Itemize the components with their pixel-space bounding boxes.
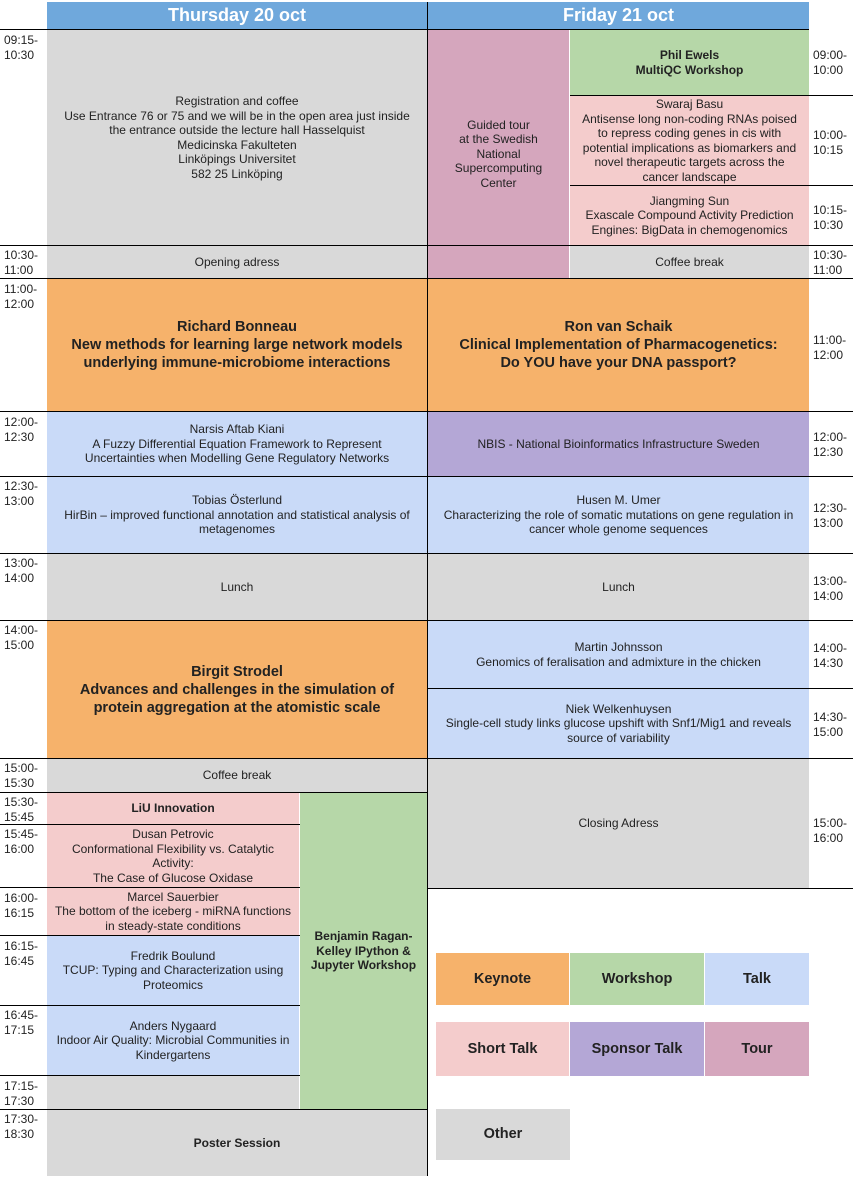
- talk-boulund: Fredrik Boulund TCUP: Typing and Characterization using Proteomics: [47, 936, 299, 1005]
- time-label: 10:30- 11:00: [813, 248, 848, 277]
- time-label: 13:00- 14:00: [813, 574, 848, 603]
- time-label: 16:45- 17:15: [4, 1008, 39, 1037]
- legend-talk: Talk: [705, 953, 809, 1005]
- thursday-header: Thursday 20 oct: [47, 2, 427, 29]
- time-label: 15:30- 15:45: [4, 795, 39, 824]
- short-talk-basu: Swaraj Basu Antisense long non-coding RNAs poised to repress coding genes in cis with potential implications as biomarkers and novel therapeutic targets across the cancer landscape: [570, 96, 809, 185]
- time-label: 12:00- 12:30: [4, 415, 39, 444]
- time-label: 14:00- 15:00: [4, 623, 39, 652]
- guided-tour: Guided tour at the Swedish National Supercomputing Center: [428, 30, 569, 278]
- short-talk-sun: Jiangming Sun Exascale Compound Activity Prediction Engines: BigData in chemogenomics: [570, 186, 809, 245]
- time-label: 11:00- 12:00: [813, 333, 847, 362]
- workshop-jupyter: Benjamin Ragan- Kelley IPython & Jupyter Workshop: [300, 793, 427, 1109]
- time-label: 14:30- 15:00: [813, 710, 848, 739]
- legend-short-talk: Short Talk: [436, 1022, 569, 1076]
- short-talk-petrovic: Dusan Petrovic Conformational Flexibility vs. Catalytic Activity: The Case of Glucose Oxidase: [47, 825, 299, 887]
- talk-johnsson: Martin Johnsson Genomics of feralisation and admixture in the chicken: [428, 621, 809, 688]
- time-label: 10:15- 10:30: [813, 203, 848, 232]
- time-label: 12:30- 13:00: [813, 501, 848, 530]
- keynote-strodel: Birgit Strodel Advances and challenges in the simulation of protein aggregation at the atomistic scale: [47, 621, 427, 758]
- opening-cell: Opening adress: [47, 246, 427, 278]
- time-label: 14:00- 14:30: [813, 641, 848, 670]
- registration-cell: Registration and coffee Use Entrance 76 or 75 and we will be in the open area just inside the entrance outside the lecture hall Hasselquist Medicinska Fakulteten Linköpings Universitet 582 25 Linköping: [47, 30, 427, 245]
- time-label: 17:15- 17:30: [4, 1079, 39, 1108]
- time-label: 15:00- 16:00: [813, 816, 848, 845]
- keynote-bonneau: Richard Bonneau New methods for learning large network models underlying immune-microbiome interactions: [47, 279, 427, 411]
- time-label: 15:00- 15:30: [4, 761, 39, 790]
- time-label: 12:30- 13:00: [4, 479, 39, 508]
- time-label: 17:30- 18:30: [4, 1112, 39, 1141]
- lunch-friday: Lunch: [428, 554, 809, 620]
- time-label: 12:00- 12:30: [813, 430, 848, 459]
- legend-workshop: Workshop: [570, 953, 704, 1005]
- time-label: 15:45- 16:00: [4, 827, 39, 856]
- legend-tour: Tour: [705, 1022, 809, 1076]
- short-talk-sauerbier: Marcel Sauerbier The bottom of the iceberg - miRNA functions in steady-state conditions: [47, 888, 299, 935]
- talk-nygaard: Anders Nygaard Indoor Air Quality: Microbial Communities in Kindergartens: [47, 1006, 299, 1075]
- legend-other: Other: [436, 1109, 570, 1160]
- legend-sponsor-talk: Sponsor Talk: [570, 1022, 704, 1076]
- coffee-thursday: Coffee break: [47, 759, 427, 792]
- workshop-ewels: Phil Ewels MultiQC Workshop: [570, 30, 809, 95]
- legend-keynote: Keynote: [436, 953, 569, 1005]
- closing-adress: Closing Adress: [428, 759, 809, 888]
- time-label: 10:00- 10:15: [813, 128, 848, 157]
- time-label: 11:00- 12:00: [4, 282, 38, 311]
- friday-header: Friday 21 oct: [428, 2, 809, 29]
- talk-welkenhuysen: Niek Welkenhuysen Single-cell study links glucose upshift with Snf1/Mig1 and reveals source of variability: [428, 689, 809, 758]
- time-label: 16:15- 16:45: [4, 939, 39, 968]
- talk-osterlund: Tobias Österlund HirBin – improved functional annotation and statistical analysis of metagenomes: [47, 477, 427, 553]
- talk-kiani: Narsis Aftab Kiani A Fuzzy Differential Equation Framework to Represent Uncertainties when Modelling Gene Regulatory Networks: [47, 412, 427, 476]
- time-label: 13:00- 14:00: [4, 556, 39, 585]
- keynote-schaik: Ron van Schaik Clinical Implementation of Pharmacogenetics: Do YOU have your DNA passport?: [428, 279, 809, 411]
- poster-session: Poster Session: [47, 1110, 427, 1176]
- sponsor-liu-innovation: LiU Innovation: [47, 793, 299, 824]
- coffee-friday: Coffee break: [570, 246, 809, 278]
- time-label: 10:30- 11:00: [4, 248, 39, 277]
- empty-slot: [47, 1076, 299, 1109]
- time-label: 09:00- 10:00: [813, 48, 848, 77]
- sponsor-nbis: NBIS - National Bioinformatics Infrastructure Sweden: [428, 412, 809, 476]
- lunch-thursday: Lunch: [47, 554, 427, 620]
- time-label: 16:00- 16:15: [4, 891, 39, 920]
- time-label: 09:15- 10:30: [4, 33, 39, 62]
- talk-umer: Husen M. Umer Characterizing the role of somatic mutations on gene regulation in cancer whole genome sequences: [428, 477, 809, 553]
